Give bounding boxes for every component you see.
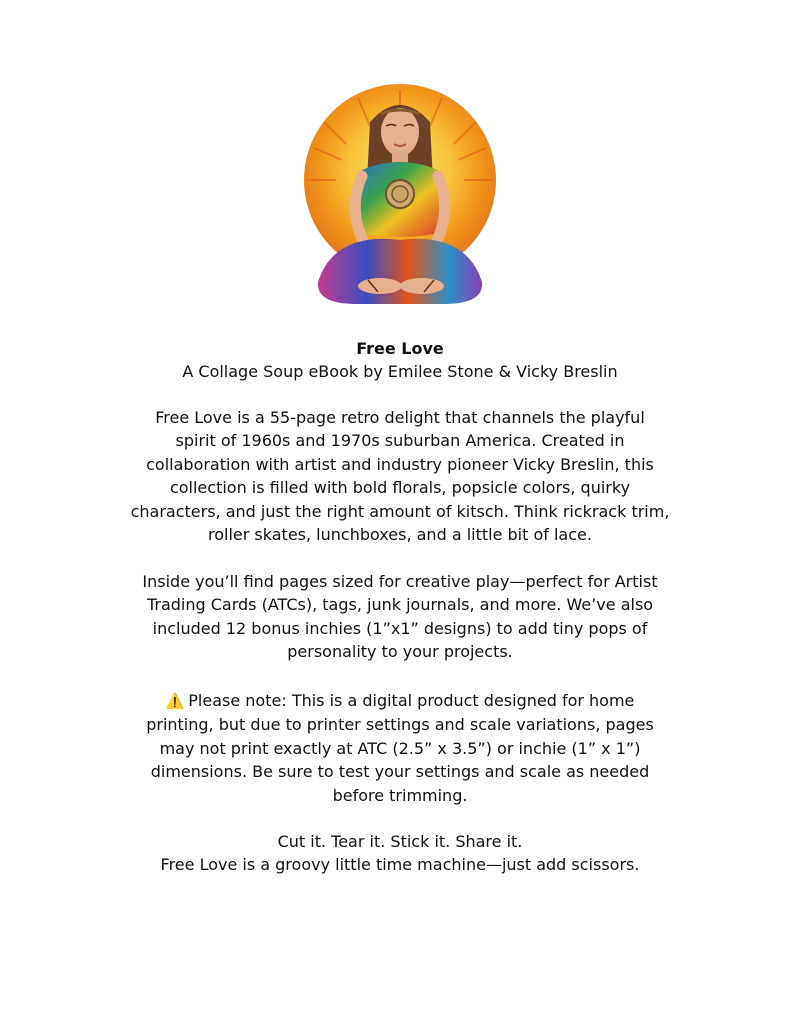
note-text: Please note: This is a digital product designed for home	[188, 691, 635, 710]
note-line: before trimming.	[332, 785, 468, 805]
note-line: printing, but due to printer settings and scale variations, pages	[146, 715, 654, 735]
description-line: spirit of 1960s and 1970s suburban America. Created in	[175, 431, 625, 451]
contents-line: Trading Cards (ATCs), tags, junk journals, and more. We’ve also	[146, 595, 654, 615]
page-subtitle: A Collage Soup eBook by Emilee Stone & Vicky Breslin	[182, 362, 618, 382]
hippie-illustration	[284, 82, 516, 310]
closing-line: Free Love is a groovy little time machine—just add scissors.	[160, 855, 640, 875]
description-line: Free Love is a 55-page retro delight that channels the playful	[155, 408, 645, 427]
contents-line: personality to your projects.	[287, 642, 513, 662]
description-line: characters, and just the right amount of kitsch. Think rickrack trim,	[130, 501, 670, 521]
note-paragraph	[110, 689, 690, 807]
note-line	[110, 689, 690, 713]
warning-icon: ⚠️	[165, 692, 185, 710]
contents-line: Inside you’ll find pages sized for creative play—perfect for Artist	[142, 572, 658, 591]
closing-line: Cut it. Tear it. Stick it. Share it.	[277, 832, 523, 851]
note-line: may not print exactly at ATC (2.5” x 3.5”) or inchie (1” x 1”)	[159, 738, 641, 758]
contents-paragraph	[110, 570, 690, 664]
contents-line: included 12 bonus inchies (1”x1” designs) to add tiny pops of	[152, 618, 648, 638]
page-title: Free Love	[356, 339, 444, 358]
note-line: dimensions. Be sure to test your settings and scale as needed	[150, 762, 650, 782]
description-paragraph	[110, 406, 690, 546]
description-line: roller skates, lunchboxes, and a little bit of lace.	[208, 525, 592, 545]
description-line: collaboration with artist and industry pioneer Vicky Breslin, this	[146, 454, 654, 474]
title-block	[110, 337, 690, 384]
tie-dye-hippie-woman-illustration	[284, 82, 516, 310]
closing-paragraph	[110, 830, 690, 877]
description-line: collection is filled with bold florals, popsicle colors, quirky	[169, 478, 631, 498]
